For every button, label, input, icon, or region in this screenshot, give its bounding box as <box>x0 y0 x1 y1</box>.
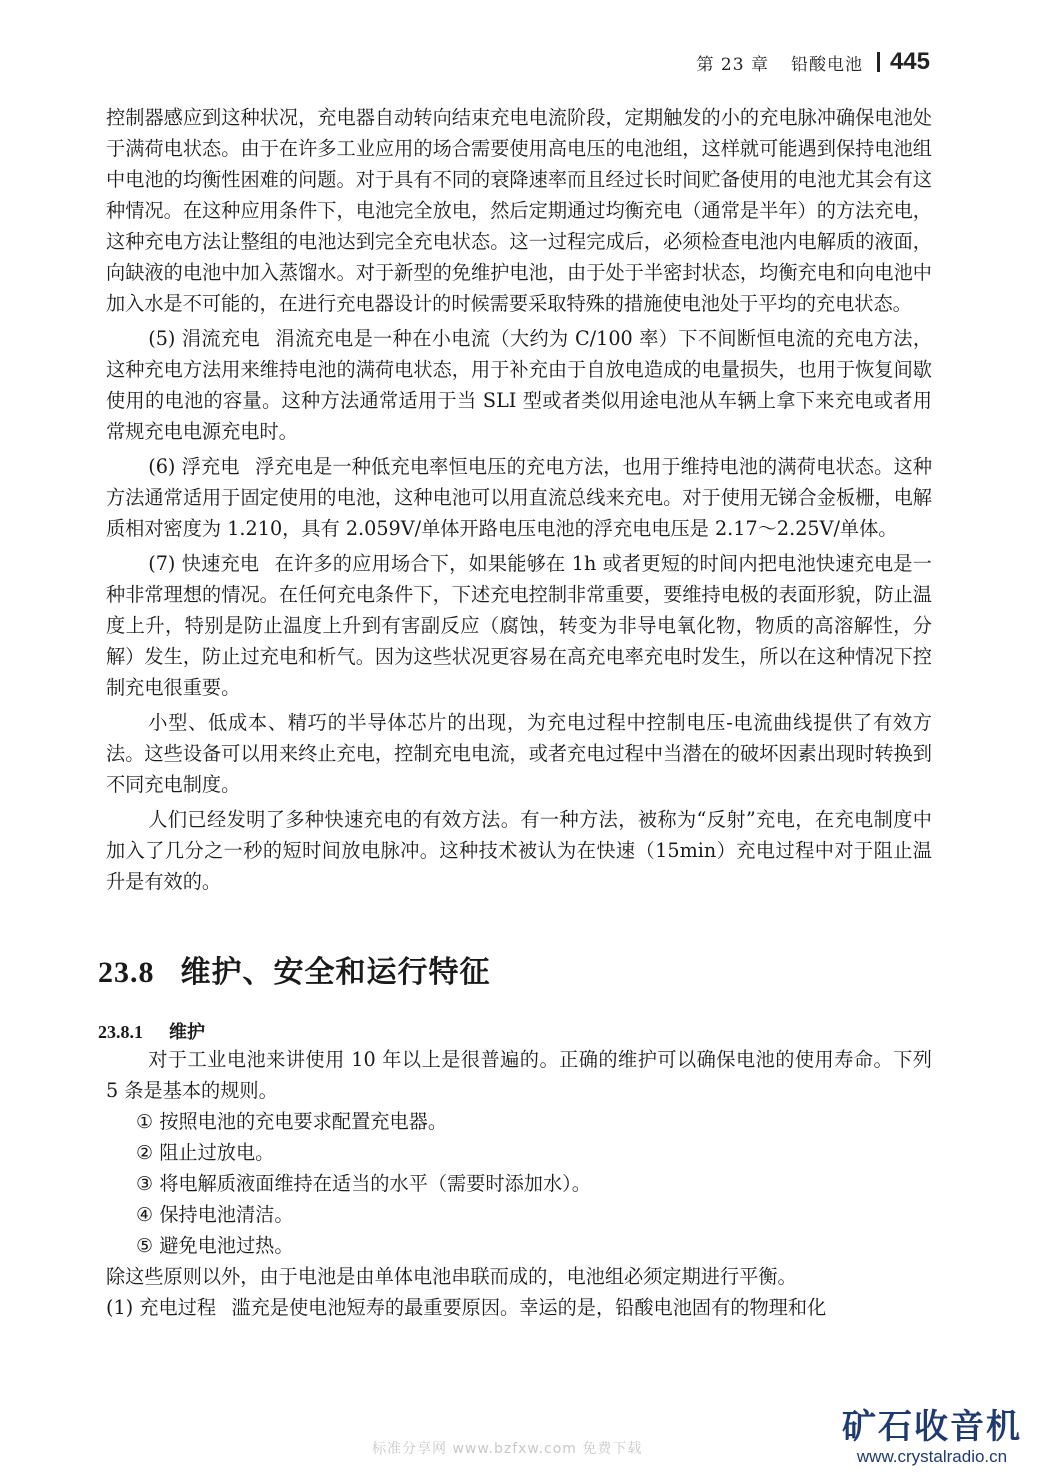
rule-text: 按照电池的充电要求配置充电器。 <box>159 1110 448 1133</box>
chapter-label: 第 23 章 <box>696 54 769 75</box>
watermark-text: 标准分享网 www.bzfxw.com 免费下载 <box>372 1441 643 1457</box>
rule-number: ⑤ <box>136 1234 154 1257</box>
rule-number: ③ <box>136 1172 154 1195</box>
rule-item <box>106 1106 932 1137</box>
brand-url: www.crystalradio.cn <box>856 1447 1008 1466</box>
rule-item <box>106 1137 932 1168</box>
paragraph-trickle-charge <box>106 323 932 447</box>
running-header <box>697 48 931 76</box>
subsection-number: 23.8.1 <box>98 1022 143 1042</box>
rule-text: 保持电池清洁。 <box>159 1203 294 1226</box>
subsection-heading <box>98 1018 205 1044</box>
after-rules-paragraph: 除这些原则以外，由于电池是由单体电池串联而成的，电池组必须定期进行平衡。 <box>106 1265 797 1288</box>
paragraph-text: 滥充是使电池短寿的最重要原因。幸运的是，铅酸电池固有的物理和化 <box>231 1296 827 1319</box>
term-fast-charge: (7) 快速充电 <box>148 552 260 575</box>
rule-item <box>106 1199 932 1230</box>
rule-number: ② <box>136 1141 154 1164</box>
paragraph-text: 在许多的应用场合下，如果能够在 1h 或者更短的时间内把电池快速充电是一种非常理想的情况。在任何充电条件下，下述充电控制非常重要，要维持电极的表面形貌，防止温度上升，特别是防止温度上升到有害副反应（腐蚀，转变为非导电氧化物，物质的高溶解性，分解）发生，防止过充电和析气。因为这些状况更容易在高充电率充电时发生，所以在这种情况下控制充电很重要。 <box>106 552 932 699</box>
rule-text: 避免电池过热。 <box>159 1234 294 1257</box>
section-heading <box>98 947 491 991</box>
subsection-title: 维护 <box>169 1022 205 1042</box>
rule-number: ④ <box>136 1203 154 1226</box>
paragraph-continued: 控制器感应到这种状况，充电器自动转向结束充电电流阶段，定期触发的小的充电脉冲确保电池处于满荷电状态。由于在许多工业应用的场合需要使用高电压的电池组，这样就可能遇到保持电池组中电池的均衡性困难的问题。对于具有不同的衰降速率而且经过长时间贮备使用的电池尤其会有这种情况。在这种应用条件下，电池完全放电，然后定期通过均衡充电（通常是半年）的方法充电，这种充电方法让整组的电池达到完全充电状态。这一过程完成后，必须检查电池内电解质的液面，向缺液的电池中加入蒸馏水。对于新型的免维护电池，由于处于半密封状态，均衡充电和向电池中加入水是不可能的，在进行充电器设计的时候需要采取特殊的措施使电池处于平均的充电状态。 <box>106 106 932 315</box>
paragraph-fast-charge <box>106 548 932 703</box>
paragraph-semiconductor: 小型、低成本、精巧的半导体芯片的出现，为充电过程中控制电压-电流曲线提供了有效方法。这些设备可以用来终止充电，控制充电电流，或者充电过程中当潜在的破坏因素出现时转换到不同充电制度。 <box>106 711 932 796</box>
rule-text: 阻止过放电。 <box>159 1141 275 1164</box>
chapter-title: 铅酸电池 <box>790 54 863 75</box>
term-trickle-charge: (5) 涓流充电 <box>148 327 261 350</box>
maintenance-text <box>106 1044 932 1323</box>
header-divider <box>877 52 880 72</box>
maintenance-intro: 对于工业电池来讲使用 10 年以上是很普遍的。正确的维护可以确保电池的使用寿命。下列 5 条是基本的规则。 <box>106 1048 932 1102</box>
rule-item <box>106 1230 932 1261</box>
paragraph-charging-process <box>106 1292 932 1323</box>
section-title: 维护、安全和运行特征 <box>180 956 491 989</box>
body-text <box>106 102 932 897</box>
rule-item <box>106 1168 932 1199</box>
brand-logo <box>842 1408 1022 1468</box>
page-number: 445 <box>889 48 930 75</box>
paragraph-text: 涓流充电是一种在小电流（大约为 C/100 率）下不间断恒电流的充电方法，这种充电方法用来维持电池的满荷电状态，用于补充由于自放电造成的电量损失，也用于恢复间歇使用的电池的容量。这种方法通常适用于当 SLI 型或者类似用途电池从车辆上拿下来充电或者用常规充电电源充电时。 <box>106 327 933 443</box>
term-float-charge: (6) 浮充电 <box>148 455 240 478</box>
rule-text: 将电解质液面维持在适当的水平（需要时添加水）。 <box>159 1172 591 1195</box>
section-number: 23.8 <box>98 956 155 989</box>
paragraph-text: 浮充电是一种低充电率恒电压的充电方法，也用于维持电池的满荷电状态。这种方法通常适用于固定使用的电池，这种电池可以用直流总线来充电。对于使用无锑合金板栅，电解质相对密度为 1.210，具有 2.059V/单体开路电压电池的浮充电电压是 2.17～2.25V/单体。 <box>106 455 933 540</box>
paragraph-float-charge <box>106 451 932 544</box>
term-charging-process: (1) 充电过程 <box>106 1296 217 1319</box>
paragraph-reflex-charge: 人们已经发明了多种快速充电的有效方法。有一种方法，被称为“反射”充电，在充电制度中加入了几分之一秒的短时间放电脉冲。这种技术被认为在快速（15min）充电过程中对于阻止温升是有效的。 <box>106 808 932 893</box>
brand-name: 矿石收音机 <box>842 1407 1022 1447</box>
rule-number: ① <box>136 1110 154 1133</box>
